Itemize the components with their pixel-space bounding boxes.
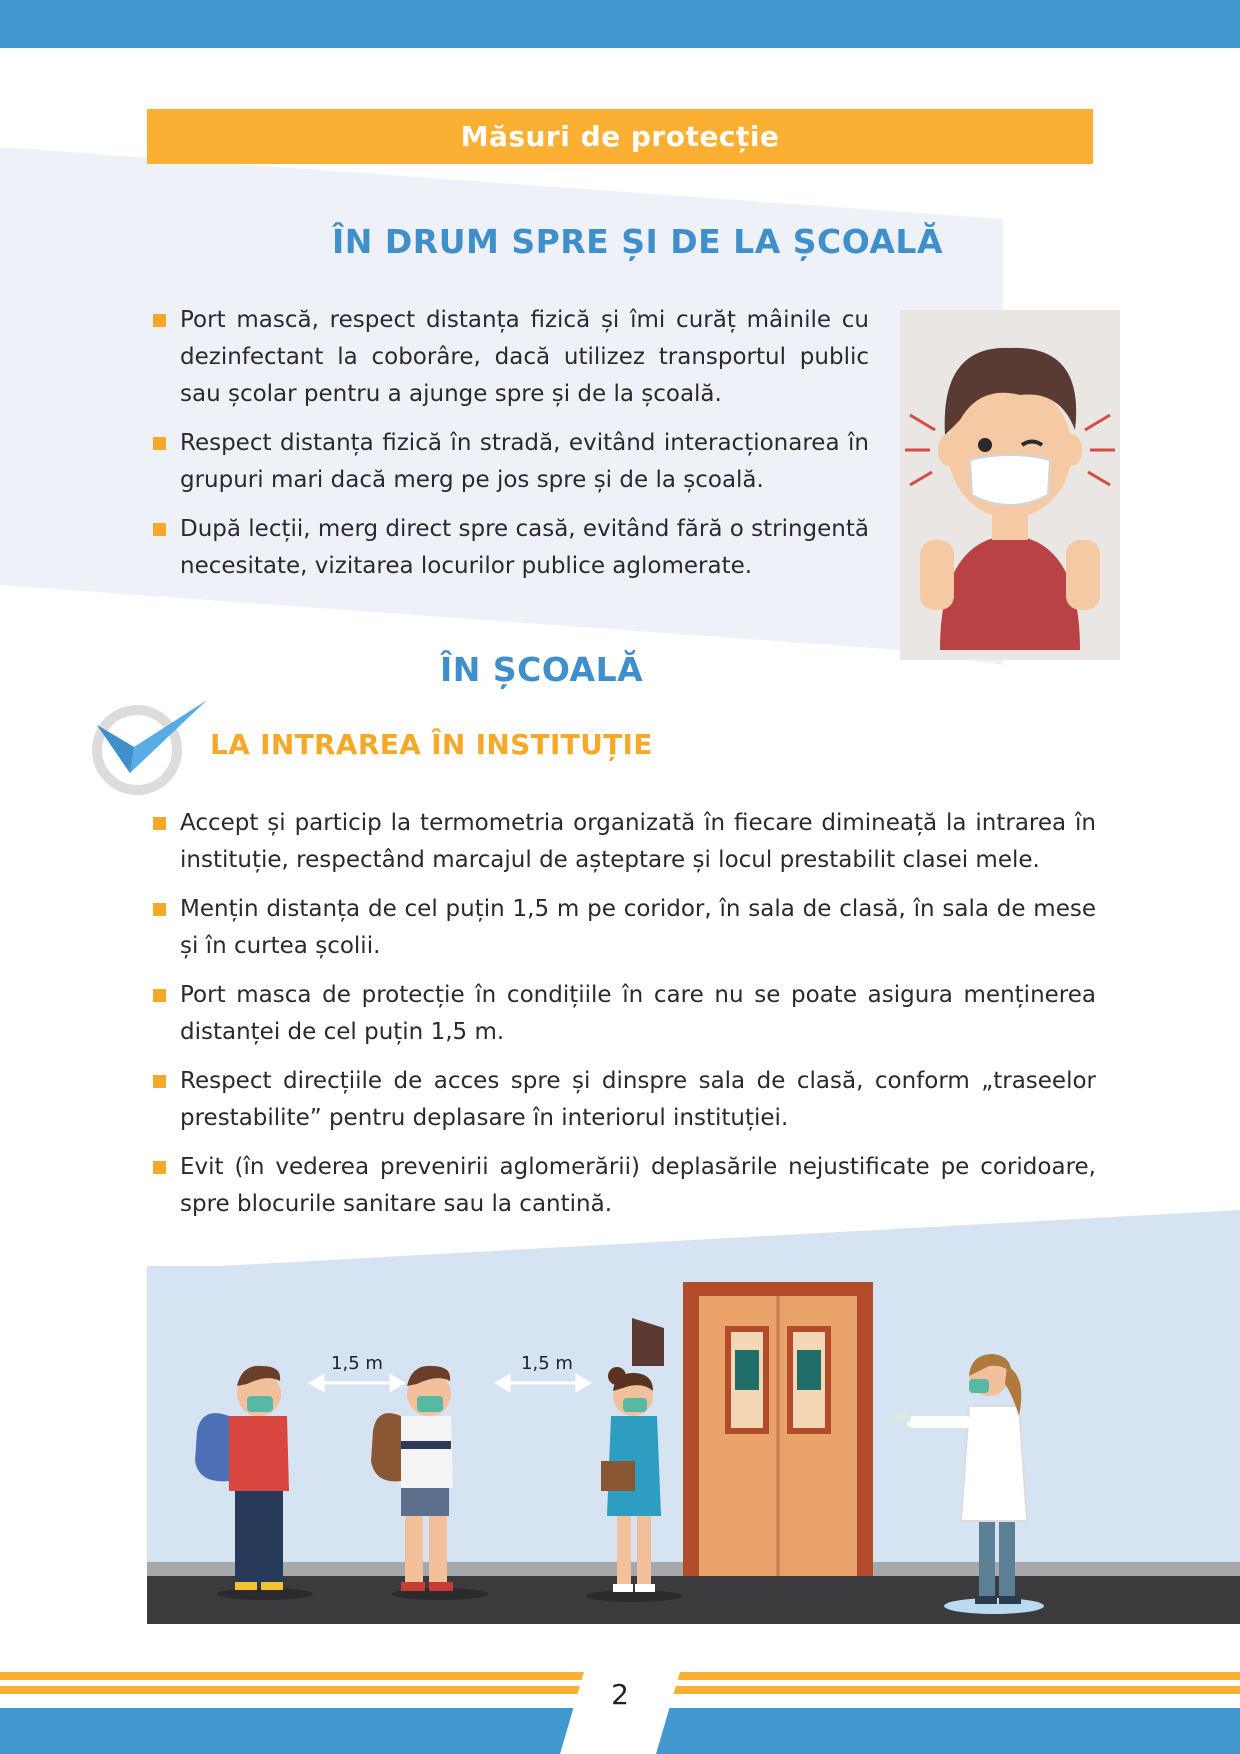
list-item: Respect direcțiile de acces spre și dinspre sala de clasă, conform „traseelor prestabilite” pentru deplasare în interiorul instituției. (153, 1063, 1096, 1137)
list-item: Respect distanța fizică în stradă, evitând interacționarea în grupuri mari dacă merg pe jos spre și de la școală. (153, 425, 869, 499)
commute-bullet-list (153, 302, 869, 597)
list-item: Port masca de protecție în condițiile în care nu se poate asigura menținerea distanței de cel puțin 1,5 m. (153, 977, 1096, 1051)
list-item: Mențin distanța de cel puțin 1,5 m pe coridor, în sala de clasă, în sala de mese și în curtea școlii. (153, 891, 1096, 965)
bullet-square-icon (153, 817, 166, 830)
bullet-square-icon (153, 1075, 166, 1088)
bullet-square-icon (153, 314, 166, 327)
masked-boy-thumbs-up-illustration (900, 310, 1120, 660)
classroom-door (683, 1282, 873, 1576)
list-item: Evit (în vederea prevenirii aglomerării) deplasările nejustificate pe coridoare, spre blocurile sanitare sau la cantină. (153, 1149, 1096, 1223)
list-item: După lecții, merg direct spre casă, evitând fără o stringentă necesitate, vizitarea locurilor publice aglomerate. (153, 511, 869, 585)
top-color-band (0, 0, 1240, 48)
school-bullet-list (153, 805, 1096, 1235)
bullet-square-icon (153, 989, 166, 1002)
bullet-square-icon (153, 437, 166, 450)
subsection-title-entrance: LA INTRAREA ÎN INSTITUȚIE (210, 728, 653, 761)
list-item: Accept și particip la termometria organizată în fiecare dimineață la intrarea în instituție, respectând marcajul de așteptare și locul prestabilit clasei mele. (153, 805, 1096, 879)
distance-label-2: 1,5 m (521, 1353, 573, 1374)
school-entrance-queue-illustration (147, 1266, 1240, 1624)
distance-label-1: 1,5 m (331, 1353, 383, 1374)
section-title-school: ÎN ȘCOALĂ (440, 650, 644, 689)
list-item: Port mască, respect distanța fizică și îmi curăț mâinile cu dezinfectant la coborâre, dacă utilizez transportul public sau școlar pentru a ajunge spre și de la școală. (153, 302, 869, 413)
bullet-square-icon (153, 1161, 166, 1174)
page-number: 2 (611, 1678, 629, 1711)
bullet-square-icon (153, 523, 166, 536)
bullet-square-icon (153, 903, 166, 916)
checkmark-icon (92, 695, 212, 795)
section-title-commute: ÎN DRUM SPRE ȘI DE LA ȘCOALĂ (332, 222, 943, 261)
header-banner: Măsuri de protecție (147, 109, 1093, 164)
